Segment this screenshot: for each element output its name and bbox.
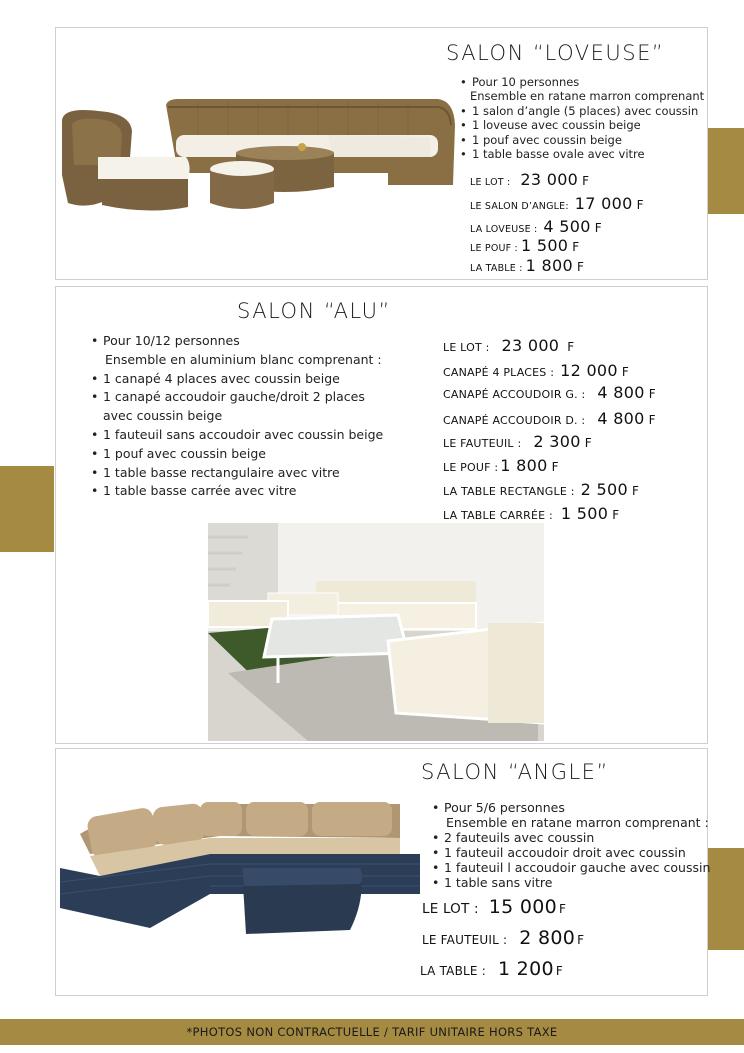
section-title-angle: SALON “ANGLE” <box>421 760 609 784</box>
bullet-item: Ensemble en ratane marron comprenant : <box>446 815 709 830</box>
price-currency: F <box>621 365 629 379</box>
price-row <box>443 480 639 499</box>
price-currency: F <box>648 413 656 427</box>
price-value: 4 800 <box>597 383 645 402</box>
price-currency: F <box>648 387 656 401</box>
price-value: 1 800 <box>500 456 548 475</box>
photo-loveuse-set <box>58 95 456 220</box>
bullet-item: • 1 pouf avec coussin beige <box>103 445 383 464</box>
gold-tab-right-1 <box>706 128 744 214</box>
price-row <box>470 217 602 236</box>
price-row <box>422 927 584 949</box>
price-currency: F <box>631 484 639 498</box>
gold-tab-left <box>0 466 54 552</box>
footer-disclaimer: *PHOTOS NON CONTRACTUELLE / TARIF UNITAIRE HORS TAXE <box>186 1025 558 1039</box>
footer-bar <box>0 1019 744 1045</box>
bullet-item: • 1 fauteuil sans accoudoir avec coussin beige <box>103 426 383 445</box>
price-label: LE POUF : <box>470 243 518 254</box>
price-currency: F <box>582 174 590 188</box>
price-label: LA TABLE CARRÉE : <box>443 509 553 522</box>
price-currency: F <box>636 198 644 212</box>
price-value: 23 000 <box>520 170 579 189</box>
bullet-item: • Pour 10/12 personnes <box>103 332 383 351</box>
price-value: 1 500 <box>560 504 609 523</box>
photo-angle-set <box>60 798 420 938</box>
price-value: 23 000 <box>501 336 560 355</box>
bullet-item: Ensemble en aluminium blanc comprenant : <box>105 351 382 367</box>
price-label: LE SALON D’ANGLE: <box>470 201 569 212</box>
price-label: LE LOT : <box>470 177 511 188</box>
price-currency: F <box>555 964 563 978</box>
bullet-item: • 1 canapé accoudoir gauche/droit 2 places <box>103 388 383 407</box>
price-value: 2 300 <box>533 432 581 451</box>
bullet-item: • 1 pouf avec coussin beige <box>472 133 704 147</box>
bullet-item: • 1 table sans vitre <box>444 875 710 890</box>
price-value: 17 000 <box>574 194 633 213</box>
price-row <box>422 896 566 918</box>
bullet-item: • 1 table basse ovale avec vitre <box>472 147 704 161</box>
bullet-item: • 1 fauteuil l accoudoir gauche avec coussin <box>444 860 710 875</box>
price-currency: F <box>584 436 592 450</box>
bullet-item: Ensemble en ratane marron comprenant <box>470 89 705 104</box>
price-label: CANAPÉ 4 PLACES : <box>443 366 555 379</box>
price-label: LE FAUTEUIL : <box>443 437 522 450</box>
price-label: CANAPÉ ACCOUDOIR G. : <box>443 388 586 401</box>
price-row <box>443 336 574 355</box>
bullet-item: • 1 table basse carrée avec vitre <box>103 482 383 501</box>
price-row <box>443 432 592 451</box>
price-value: 4 500 <box>543 217 591 236</box>
price-label: LE POUF : <box>443 461 499 474</box>
price-value: 1 800 <box>525 256 573 275</box>
price-currency: F <box>612 508 620 522</box>
gold-tab-right-2 <box>708 848 744 950</box>
bullet-item: • Pour 10 personnes <box>472 75 704 89</box>
price-label: LA TABLE RECTANGLE : <box>443 485 575 498</box>
price-value: 4 800 <box>597 409 645 428</box>
price-value: 2 500 <box>580 480 628 499</box>
bullet-item: avec coussin beige <box>103 408 223 424</box>
price-currency: F <box>559 902 566 916</box>
price-row <box>443 409 656 428</box>
price-currency: F <box>576 260 584 274</box>
price-row <box>443 504 619 523</box>
price-currency: F <box>577 933 585 947</box>
price-label: LA TABLE : <box>420 964 486 978</box>
price-row <box>443 361 629 380</box>
price-label: LA TABLE : <box>470 263 523 274</box>
price-currency: F <box>551 460 559 474</box>
price-currency: F <box>572 240 580 254</box>
price-row <box>443 456 558 475</box>
section-title-alu: SALON “ALU” <box>237 299 391 323</box>
price-currency: F <box>567 340 575 354</box>
price-currency: F <box>594 221 602 235</box>
price-value: 1 500 <box>520 236 569 255</box>
bullet-list-angle <box>444 800 710 890</box>
bullet-item: • 1 table basse rectangulaire avec vitre <box>103 464 383 483</box>
bullet-list-alu <box>103 332 383 501</box>
price-row <box>470 170 589 189</box>
photo-alu-set <box>208 523 544 741</box>
bullet-list-loveuse <box>472 75 704 161</box>
price-label: LE LOT : <box>422 901 479 917</box>
price-value: 15 000 <box>488 896 557 918</box>
bullet-item: • 2 fauteuils avec coussin <box>444 830 710 845</box>
price-label: CANAPÉ ACCOUDOIR D. : <box>443 414 586 427</box>
bullet-item: • 1 canapé 4 places avec coussin beige <box>103 370 383 389</box>
section-title-loveuse: SALON “LOVEUSE” <box>446 41 665 65</box>
price-row <box>420 958 563 980</box>
price-row <box>470 256 584 275</box>
bullet-item: • 1 fauteuil accoudoir droit avec coussin <box>444 845 710 860</box>
price-label: LE LOT : <box>443 341 490 354</box>
price-label: LA LOVEUSE : <box>470 224 538 235</box>
price-row <box>443 383 656 402</box>
bullet-item: • 1 loveuse avec coussin beige <box>472 118 704 132</box>
price-value: 12 000 <box>560 361 618 380</box>
bullet-item: • Pour 5/6 personnes <box>444 800 710 815</box>
price-row <box>470 236 579 255</box>
price-value: 2 800 <box>519 927 576 949</box>
price-value: 1 200 <box>497 958 554 980</box>
bullet-item: • 1 salon d’angle (5 places) avec coussin <box>472 104 704 118</box>
price-row <box>470 194 643 213</box>
price-label: LE FAUTEUIL : <box>422 933 508 947</box>
